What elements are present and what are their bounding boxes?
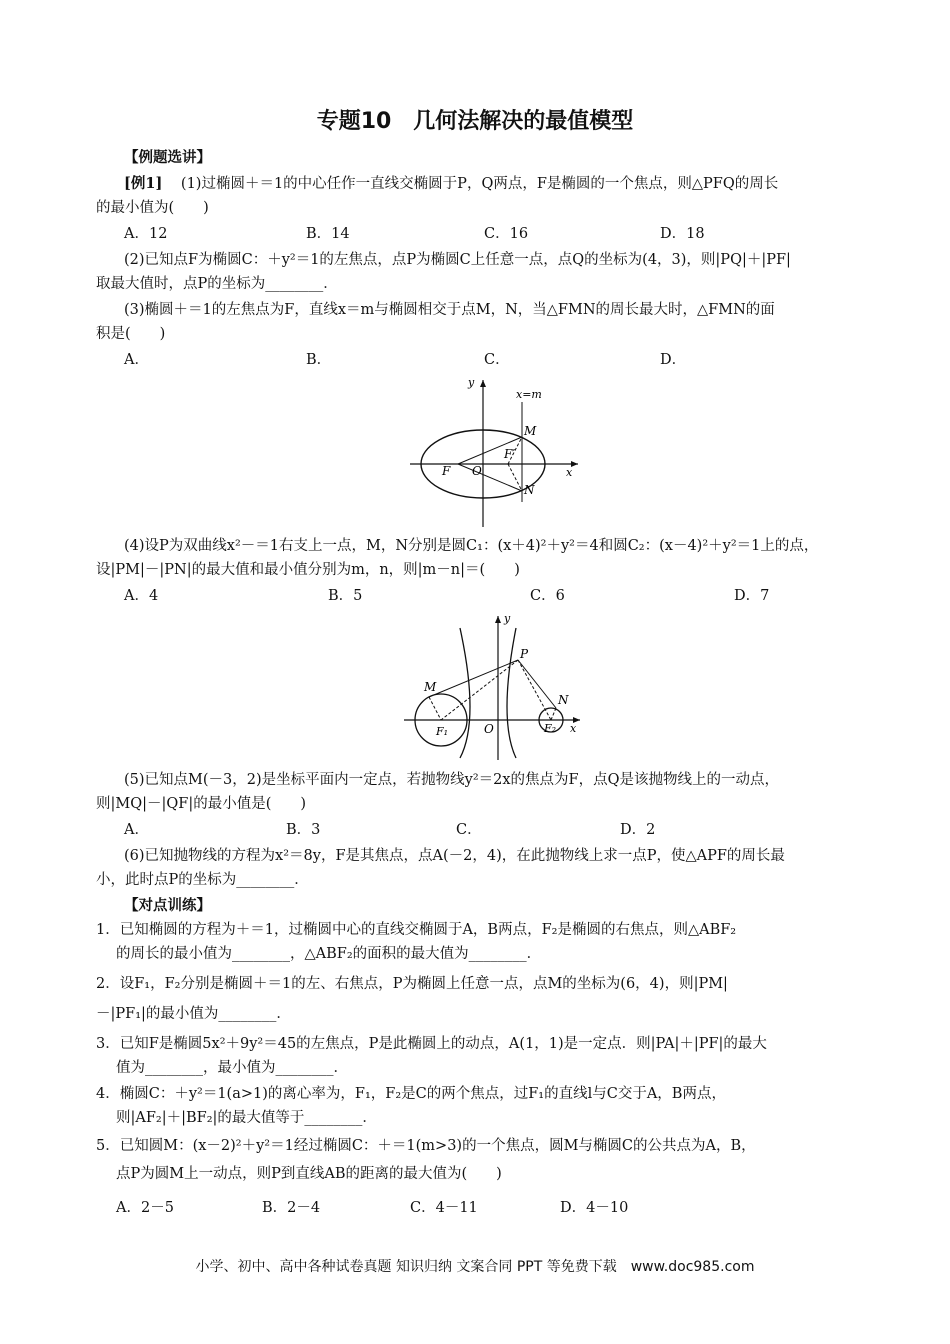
q3-option-c: C． [484, 352, 510, 368]
q3-line-2: 积是( ) [96, 326, 166, 342]
q5-line-2: 则|MQ|－|QF|的最小值是( ) [96, 796, 307, 812]
fig1-point-f-prime: F′ [504, 447, 516, 461]
fig2-x-label: x [570, 722, 577, 735]
fig1-line-label: x=m [516, 388, 542, 401]
fig2-y-label: y [504, 612, 511, 625]
example-label: [例1] [124, 175, 163, 192]
t3-line-1: 3．已知F是椭圆5x²＋9y²＝45的左焦点，P是此椭圆上的动点，A(1，1)是一定点．则|PA|＋|PF|的最大 [96, 1036, 767, 1052]
t5-option-d: D．4－10 [560, 1200, 629, 1216]
q5-option-a: A． [124, 822, 149, 838]
q1-option-b: B．14 [306, 226, 350, 242]
q3-option-b: B． [306, 352, 332, 368]
q1-option-a: A．12 [124, 226, 168, 242]
q5-option-c: C． [456, 822, 482, 838]
q4-option-c: C．6 [530, 588, 565, 604]
q2-line-2: 取最大值时，点P的坐标为________． [96, 276, 338, 292]
q1-option-d: D．18 [660, 226, 705, 242]
q1-text: (1)过椭圆＋＝1的中心任作一直线交椭圆于P，Q两点，F是椭圆的一个焦点，则△PFQ的周长 [180, 176, 779, 192]
t2-line-2: －|PF₁|的最小值为________． [96, 1006, 291, 1022]
t2-line-1: 2．设F₁，F₂分别是椭圆＋＝1的左、右焦点，P为椭圆上任意一点，点M的坐标为(6，4)，则|PM| [96, 976, 728, 992]
q4-option-d: D．7 [734, 588, 770, 604]
t1-line-1: 1．已知椭圆的方程为＋＝1，过椭圆中心的直线交椭圆于A，B两点，F₂是椭圆的右焦点，则△ABF₂ [96, 922, 737, 938]
t5-option-c: C．4－11 [410, 1200, 478, 1216]
t5-line-1: 5．已知圆M：(x－2)²＋y²＝1经过椭圆C：＋＝1(m>3)的一个焦点，圆M与椭圆C的公共点为A，B， [96, 1138, 756, 1154]
q3-option-d: D． [660, 352, 687, 368]
fig2-point-n: N [558, 693, 569, 707]
t4-line-1: 4．椭圆C：＋y²＝1(a>1)的离心率为，F₁，F₂是C的两个焦点，过F₁的直线l与C交于A，B两点， [96, 1086, 726, 1102]
fig2-focus-f1: F₁ [436, 725, 449, 738]
q2-line-1: (2)已知点F为椭圆C：＋y²＝1的左焦点，点P为椭圆C上任意一点，点Q的坐标为(4，3)，则|PQ|＋|PF| [124, 252, 791, 268]
fig2-origin: O [484, 722, 494, 736]
q1-option-c: C．16 [484, 226, 529, 242]
ellipse-figure [400, 372, 590, 532]
page-title: 专题10 几何法解决的最值模型 [316, 109, 634, 134]
fig1-origin: O [472, 464, 482, 478]
section-heading-examples: 【例题选讲】 [124, 150, 211, 166]
fig1-point-f: F [442, 464, 451, 478]
t1-line-2: 的周长的最小值为________，△ABF₂的面积的最大值为________． [116, 946, 542, 962]
t5-option-b: B．2－4 [262, 1200, 321, 1216]
fig1-point-m: M [524, 424, 537, 438]
page-footer: 小学、初中、高中各种试卷真题 知识归纳 文案合同 PPT 等免费下载 www.doc985.com [195, 1259, 755, 1275]
t5-option-a: A．2－5 [116, 1200, 174, 1216]
t4-line-2: 则|AF₂|＋|BF₂|的最大值等于________． [116, 1110, 377, 1126]
example-1-line-1 [124, 174, 778, 194]
q1-line-2: 的最小值为( ) [96, 200, 209, 216]
section-heading-practice: 【对点训练】 [124, 898, 211, 914]
q6-line-2: 小，此时点P的坐标为________． [96, 872, 309, 888]
q4-option-a: A．4 [124, 588, 159, 604]
fig1-point-n: N [524, 483, 535, 497]
t3-line-2: 值为________，最小值为________． [116, 1060, 348, 1076]
fig2-focus-f2: F₂ [544, 722, 557, 735]
fig1-x-label: x [566, 466, 573, 479]
q5-line-1: (5)已知点M(－3，2)是坐标平面内一定点，若抛物线y²＝2x的焦点为F，点Q是该抛物线上的一动点， [124, 772, 780, 788]
q4-option-b: B．5 [328, 588, 363, 604]
q3-option-a: A． [124, 352, 149, 368]
fig1-y-label: y [468, 376, 475, 389]
q4-line-2: 设|PM|－|PN|的最大值和最小值分别为m，n，则|m－n|＝( ) [96, 562, 520, 578]
q4-line-1: (4)设P为双曲线x²－＝1右支上一点，M，N分别是圆C₁：(x＋4)²＋y²＝4和圆C₂：(x－4)²＋y²＝1上的点， [124, 538, 819, 554]
q6-line-1: (6)已知抛物线的方程为x²＝8y，F是其焦点，点A(－2，4)，在此抛物线上求一点P，使△APF的周长最 [124, 848, 785, 864]
fig2-point-m: M [424, 680, 437, 694]
fig2-point-p: P [520, 647, 529, 661]
hyperbola-figure [398, 608, 588, 764]
q5-option-d: D．2 [620, 822, 656, 838]
q5-option-b: B．3 [286, 822, 321, 838]
q3-line-1: (3)椭圆＋＝1的左焦点为F，直线x＝m与椭圆相交于点M，N，当△FMN的周长最大时，△FMN的面 [124, 302, 775, 318]
t5-line-2: 点P为圆M上一动点，则P到直线AB的距离的最大值为( ) [116, 1166, 502, 1182]
